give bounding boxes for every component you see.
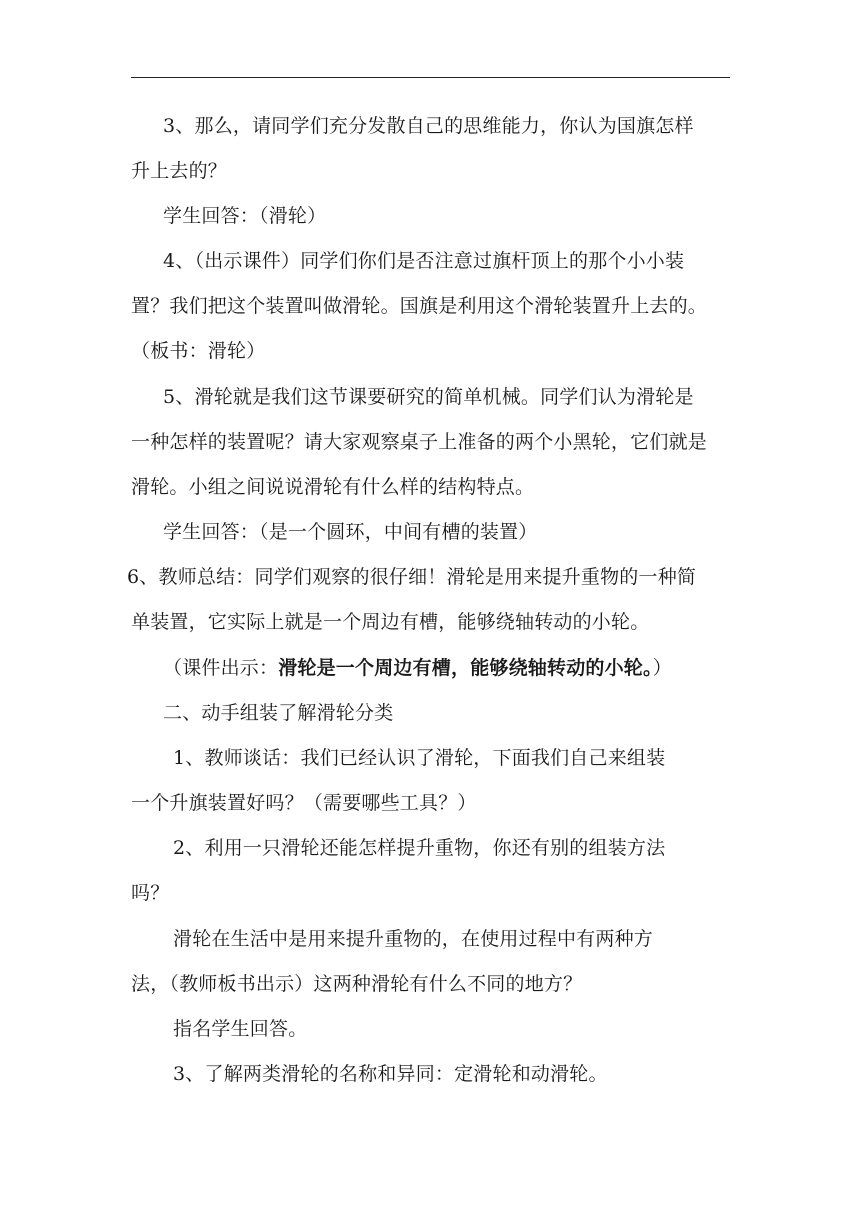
text-line: 6、教师总结：同学们观察的很仔细！滑轮是用来提升重物的一种简 bbox=[127, 566, 697, 588]
text-line: 5、滑轮就是我们这节课要研究的简单机械。同学们认为滑轮是 bbox=[163, 386, 694, 408]
text-line: （板书：滑轮） bbox=[131, 340, 266, 362]
text-line: 学生回答：（滑轮） bbox=[163, 205, 327, 227]
text-line: 指名学生回答。 bbox=[173, 1018, 308, 1040]
text-line: 吗？ bbox=[131, 882, 170, 904]
text-line: 升上去的？ bbox=[131, 160, 228, 182]
courseware-line bbox=[163, 655, 672, 681]
text-line: 3、那么，请同学们充分发散自己的思维能力，你认为国旗怎样 bbox=[163, 115, 694, 137]
header-rule bbox=[131, 77, 730, 78]
text-line: 1、教师谈话：我们已经认识了滑轮，下面我们自己来组装 bbox=[173, 747, 666, 769]
text-line: 滑轮。小组之间说说滑轮有什么样的结构特点。 bbox=[131, 476, 535, 498]
text-line: 4、（出示课件）同学们你们是否注意过旗杆顶上的那个小小装 bbox=[163, 250, 685, 272]
text-line: 滑轮在生活中是用来提升重物的，在使用过程中有两种方 bbox=[173, 928, 654, 950]
text-line: 3、了解两类滑轮的名称和异同：定滑轮和动滑轮。 bbox=[173, 1063, 608, 1085]
text-line: 一个升旗装置好吗？（需要哪些工具？） bbox=[131, 792, 477, 814]
text-line: 单装置，它实际上就是一个周边有槽，能够绕轴转动的小轮。 bbox=[131, 611, 650, 633]
text-line: 置？我们把这个装置叫做滑轮。国旗是利用这个滑轮装置升上去的。 bbox=[131, 295, 708, 317]
text-line: 一种怎样的装置呢？请大家观察桌子上准备的两个小黑轮，它们就是 bbox=[131, 431, 708, 453]
text-line: 学生回答：（是一个圆环，中间有槽的装置） bbox=[163, 521, 538, 543]
section-heading: 二、动手组装了解滑轮分类 bbox=[163, 702, 394, 724]
text-line: 2、利用一只滑轮还能怎样提升重物，你还有别的组装方法 bbox=[173, 837, 666, 859]
text-line: 法，（教师板书出示）这两种滑轮有什么不同的地方？ bbox=[131, 973, 583, 995]
courseware-suffix: ） bbox=[652, 657, 672, 679]
courseware-prefix: （课件出示： bbox=[163, 657, 279, 679]
courseware-bold-text: 滑轮是一个周边有槽，能够绕轴转动的小轮。 bbox=[278, 657, 653, 679]
